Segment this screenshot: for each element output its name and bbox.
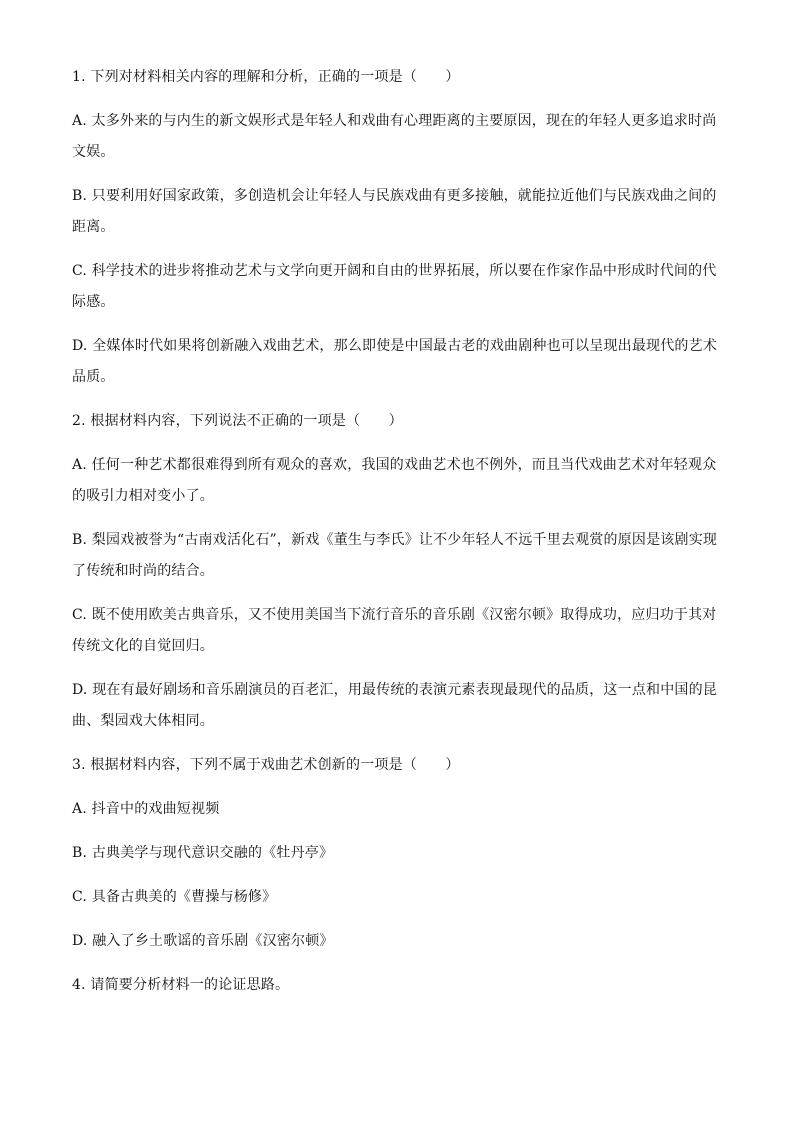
option-line: A. 太多外来的与内生的新文娱形式是年轻人和戏曲有心理距离的主要原因，现在的年轻人更多追求时尚 (72, 113, 717, 129)
question-2-option-c (72, 600, 720, 662)
option-line: D. 现在有最好剧场和音乐剧演员的百老汇，用最传统的表演元素表现最现代的品质，这一点和中国的昆 (72, 682, 718, 698)
question-2-option-d (72, 675, 720, 737)
question-1-option-d (72, 331, 720, 393)
question-3-stem: 3. 根据材料内容，下列不属于戏曲艺术创新的一项是（ ） (72, 757, 460, 773)
question-4-stem: 4. 请简要分析材料一的论证思路。 (72, 977, 290, 993)
question-1-stem: 1. 下列对材料相关内容的理解和分析，正确的一项是（ ） (72, 69, 460, 85)
option-line: 距离。 (72, 219, 115, 235)
option-line: 品质。 (72, 369, 115, 385)
question-3-option-a: A. 抖音中的戏曲短视频 (72, 801, 220, 817)
question-2-option-b (72, 525, 720, 587)
option-line: 了传统和时尚的结合。 (72, 563, 214, 579)
option-line: A. 任何一种艺术都很难得到所有观众的喜欢，我国的戏曲艺术也不例外，而且当代戏曲艺术对年轻观众 (72, 457, 717, 473)
option-line: C. 科学技术的进步将推动艺术与文学向更开阔和自由的世界拓展，所以要在作家作品中形成时代间的代 (72, 263, 717, 279)
question-1-option-b (72, 181, 720, 243)
document-page (72, 62, 720, 1001)
question-1-option-c (72, 256, 720, 318)
option-line: B. 梨园戏被誉为“古南戏活化石”，新戏《董生与李氏》让不少年轻人不远千里去观赏的原因是该剧实现 (72, 532, 718, 548)
option-line: 传统文化的自觉回归。 (72, 638, 214, 654)
option-line: B. 只要利用好国家政策，多创造机会让年轻人与民族戏曲有更多接触，就能拉近他们与民族戏曲之间的 (72, 188, 717, 204)
option-line: D. 全媒体时代如果将创新融入戏曲艺术，那么即使是中国最古老的戏曲剧种也可以呈现出最现代的艺术 (72, 338, 718, 354)
question-2-option-a (72, 450, 720, 512)
question-3-option-c: C. 具备古典美的《曹操与杨修》 (72, 889, 277, 905)
option-line: 的吸引力相对变小了。 (72, 488, 214, 504)
option-line: 曲、梨园戏大体相同。 (72, 713, 214, 729)
question-3-option-d: D. 融入了乡土歌谣的音乐剧《汉密尔顿》 (72, 933, 334, 949)
question-1-option-a (72, 106, 720, 168)
option-line: C. 既不使用欧美古典音乐，又不使用美国当下流行音乐的音乐剧《汉密尔顿》取得成功，应归功于其对 (72, 607, 717, 623)
question-2-stem: 2. 根据材料内容，下列说法不正确的一项是（ ） (72, 413, 403, 429)
option-line: 际感。 (72, 294, 115, 310)
option-line: 文娱。 (72, 144, 115, 160)
question-3-option-b: B. 古典美学与现代意识交融的《牡丹亭》 (72, 845, 334, 861)
